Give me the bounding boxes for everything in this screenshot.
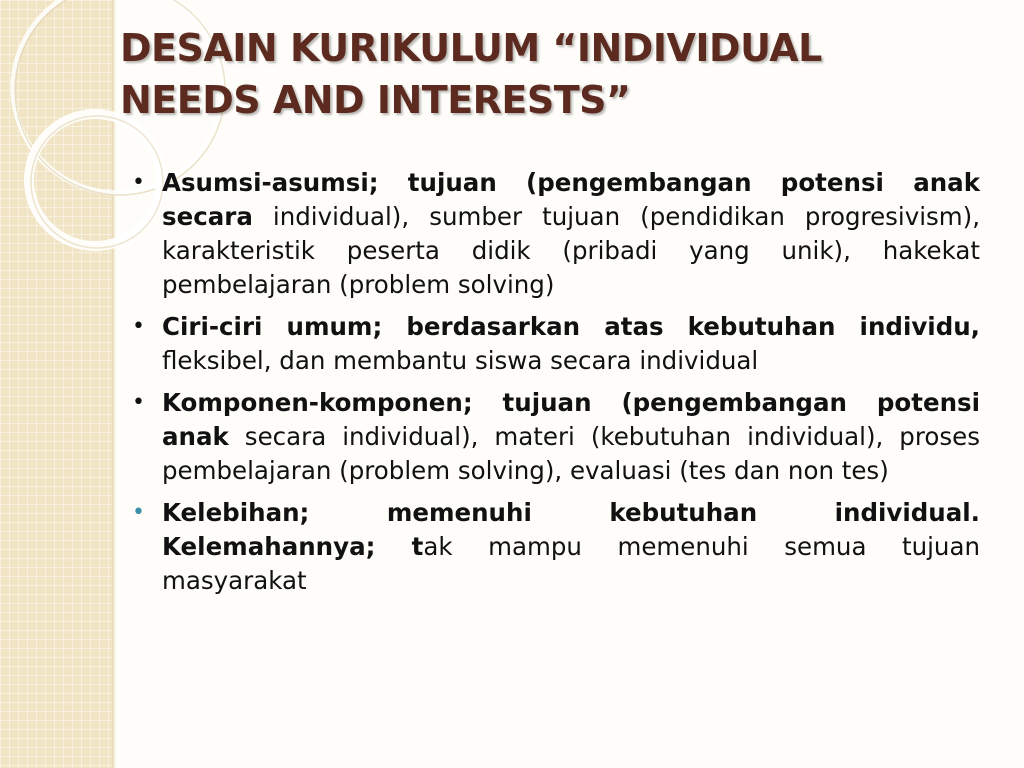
title-line-1: DESAIN KURIKULUM “INDIVIDUAL — [120, 26, 822, 70]
bullet-item-komponen — [128, 386, 980, 488]
bullet-icon: • — [132, 314, 145, 339]
bullet-text: ak mampu memenuhi semua tujuan masyarakat — [162, 532, 981, 595]
slide-title — [120, 22, 1000, 126]
decorative-texture-band — [0, 0, 112, 768]
bullet-item-ciri-ciri — [128, 310, 980, 378]
bullet-heading: Komponen-komponen; tujuan (pengembangan potensi anak — [162, 388, 980, 451]
bullet-list — [128, 166, 980, 606]
bullet-icon: • — [132, 170, 145, 195]
bullet-item-kelebihan — [128, 496, 980, 598]
bullet-text: fleksibel, dan membantu siswa secara individual — [162, 346, 759, 375]
bullet-item-asumsi — [128, 166, 980, 302]
title-line-2: NEEDS AND INTERESTS” — [120, 78, 631, 122]
bullet-text: individual), sumber tujuan (pendidikan progresivism), karakteristik peserta didik (pribadi yang unik), hakekat pembelajaran (problem solving) — [162, 202, 980, 299]
bullet-text: secara individual), materi (kebutuhan individual), proses pembelajaran (problem solving), evaluasi (tes dan non tes) — [162, 422, 980, 485]
bullet-icon-accent: • — [132, 500, 145, 525]
bullet-heading: Asumsi-asumsi; tujuan (pengembangan potensi anak secara — [162, 168, 980, 231]
bullet-heading: Kelebihan; memenuhi kebutuhan individual. Kelemahannya; t — [162, 498, 980, 561]
bullet-heading: Ciri-ciri umum; berdasarkan atas kebutuhan individu, — [162, 312, 980, 341]
band-edge — [112, 0, 116, 768]
bullet-icon: • — [132, 390, 145, 415]
